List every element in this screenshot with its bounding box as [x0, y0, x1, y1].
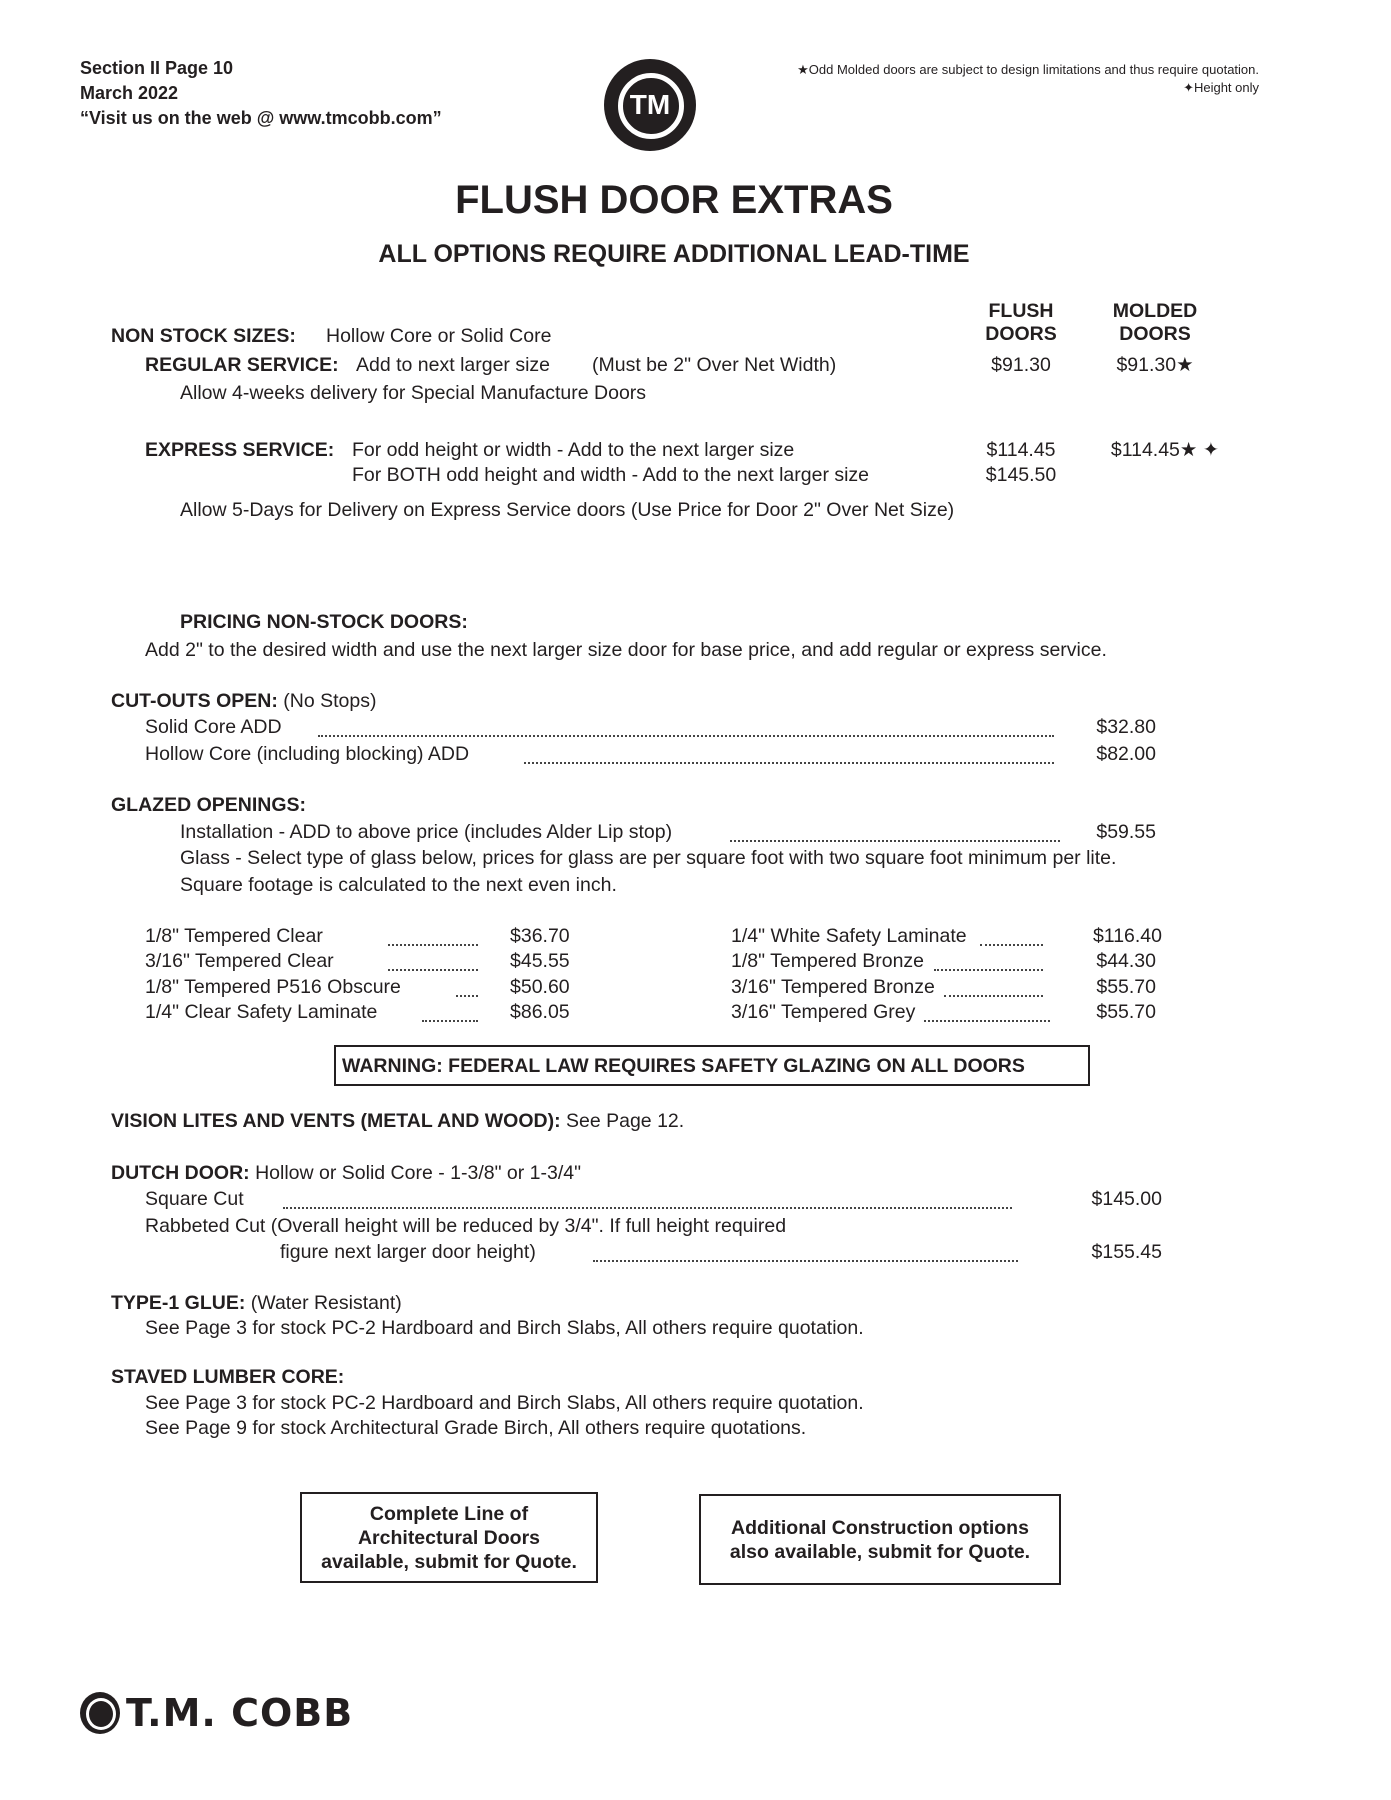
brand-name: T.M. COBB: [126, 1691, 354, 1735]
dutch-heading: DUTCH DOOR: Hollow or Solid Core - 1-3/8" or 1-3/4": [111, 1162, 582, 1184]
box-line: Additional Construction options: [731, 1516, 1029, 1539]
website-note: “Visit us on the web @ www.tmcobb.com”: [80, 108, 442, 128]
express-desc-1: For odd height or width - Add to the next larger size: [352, 439, 795, 461]
glazed-install: Installation - ADD to above price (includes Alder Lip stop): [180, 821, 673, 843]
dutch-rabbeted-1: Rabbeted Cut (Overall height will be reduced by 3/4". If full height required: [145, 1215, 787, 1237]
express-label: EXPRESS SERVICE:: [145, 439, 335, 461]
glass-name: 3/16" Tempered Bronze: [731, 976, 935, 998]
glass-price: $55.70: [1096, 1001, 1156, 1023]
glazed-install-price: $59.55: [1096, 821, 1156, 843]
vision-heading: VISION LITES AND VENTS (METAL AND WOOD): See Page 12.: [111, 1110, 685, 1132]
express-desc-2: For BOTH odd height and width - Add to the next larger size: [352, 464, 870, 486]
glue-desc: See Page 3 for stock PC-2 Hardboard and Birch Slabs, All others require quotation.: [145, 1317, 864, 1339]
regular-allow: Allow 4-weeks delivery for Special Manufacture Doors: [180, 382, 647, 404]
glass-name: 3/16" Tempered Grey: [731, 1001, 916, 1023]
cutout-solid-price: $32.80: [1096, 716, 1156, 738]
express-molded-price-1: $114.45★ ✦: [1110, 439, 1220, 461]
pricing-desc: Add 2" to the desired width and use the next larger size door for base price, and add regular or express service.: [145, 639, 1107, 661]
square-note: Square footage is calculated to the next even inch.: [180, 874, 617, 896]
dutch-rabbeted-price: $155.45: [1091, 1241, 1162, 1263]
dot-leader: [422, 1020, 478, 1022]
box-line: available, submit for Quote.: [321, 1550, 577, 1573]
non-stock-label: NON STOCK SIZES:: [111, 325, 296, 347]
page-subtitle: ALL OPTIONS REQUIRE ADDITIONAL LEAD-TIME: [378, 240, 970, 268]
box-line: Complete Line of: [369, 1502, 529, 1525]
cutout-solid-name: Solid Core ADD: [145, 716, 282, 738]
express-flush-price-1: $114.45: [986, 439, 1056, 461]
dot-leader: [593, 1260, 1018, 1262]
box-line: also available, submit for Quote.: [729, 1540, 1031, 1563]
glass-price: $50.60: [510, 976, 570, 998]
regular-molded-price: $91.30★: [1116, 354, 1194, 376]
express-flush-price-2: $145.50: [985, 464, 1057, 486]
dot-leader: [283, 1207, 1012, 1209]
date: March 2022: [80, 83, 179, 103]
glass-name: 1/4" White Safety Laminate: [731, 925, 967, 947]
dot-leader: [924, 1020, 1050, 1022]
glazed-label: GLAZED OPENINGS:: [111, 794, 307, 816]
dot-leader: [934, 969, 1043, 971]
section-page: Section II Page 10: [80, 58, 234, 78]
tmcobb-logo-icon: [80, 1692, 120, 1734]
tmcobb-logo: TM: [604, 59, 696, 151]
dot-leader: [456, 995, 478, 997]
glass-price: $44.30: [1096, 950, 1156, 972]
cutout-hollow-price: $82.00: [1096, 743, 1156, 765]
regular-flush-price: $91.30: [991, 354, 1051, 376]
dot-leader: [944, 995, 1043, 997]
express-allow: Allow 5-Days for Delivery on Express Service doors (Use Price for Door 2" Over Net Size): [180, 499, 955, 521]
glass-note: Glass - Select type of glass below, prices for glass are per square foot with two square foot minimum per lite.: [180, 847, 1117, 869]
pricing-label: PRICING NON-STOCK DOORS:: [180, 611, 468, 633]
dot-leader: [388, 969, 478, 971]
page-title: FLUSH DOOR EXTRAS: [455, 178, 893, 222]
glass-price: $36.70: [510, 925, 570, 947]
glass-price: $45.55: [510, 950, 570, 972]
glass-price: $116.40: [1092, 925, 1162, 947]
staved-line-1: See Page 3 for stock PC-2 Hardboard and Birch Slabs, All others require quotation.: [145, 1392, 864, 1414]
safety-warning-box: WARNING: FEDERAL LAW REQUIRES SAFETY GLAZING ON ALL DOORS: [334, 1045, 1090, 1086]
non-stock-desc: Hollow Core or Solid Core: [326, 325, 552, 347]
col-flush-2: DOORS: [985, 323, 1057, 345]
cutout-hollow-name: Hollow Core (including blocking) ADD: [145, 743, 470, 765]
architectural-doors-box: [300, 1492, 598, 1583]
cutouts-heading: CUT-OUTS OPEN: (No Stops): [111, 690, 377, 712]
note-odd-molded: ★Odd Molded doors are subject to design limitations and thus require quotation.: [797, 62, 1259, 77]
dutch-square-price: $145.00: [1091, 1188, 1162, 1210]
dot-leader: [524, 762, 1054, 764]
dot-leader: [730, 840, 1060, 842]
dot-leader: [388, 944, 478, 946]
footer-logo: [80, 1691, 353, 1735]
col-molded-2: DOORS: [1119, 323, 1191, 345]
regular-desc: Add to next larger size: [356, 354, 551, 376]
glass-price: $55.70: [1096, 976, 1156, 998]
glass-name: 1/8" Tempered Clear: [145, 925, 323, 947]
dot-leader: [318, 735, 1054, 737]
box-line: Architectural Doors: [357, 1526, 541, 1549]
glue-heading: TYPE-1 GLUE: (Water Resistant): [111, 1292, 402, 1314]
col-flush-1: FLUSH: [988, 300, 1054, 322]
glass-name: 1/8" Tempered Bronze: [731, 950, 925, 972]
regular-label: REGULAR SERVICE:: [145, 354, 339, 376]
dutch-rabbeted-2: figure next larger door height): [280, 1241, 536, 1263]
staved-line-2: See Page 9 for stock Architectural Grade Birch, All others require quotations.: [145, 1417, 807, 1439]
staved-label: STAVED LUMBER CORE:: [111, 1366, 345, 1388]
dot-leader: [980, 944, 1043, 946]
construction-options-box: [699, 1494, 1061, 1585]
note-height-only: ✦Height only: [1183, 80, 1259, 95]
glass-name: 1/8" Tempered P516 Obscure: [145, 976, 401, 998]
dutch-square-cut: Square Cut: [145, 1188, 244, 1210]
col-molded-1: MOLDED: [1112, 300, 1198, 322]
glass-name: 3/16" Tempered Clear: [145, 950, 334, 972]
regular-note: (Must be 2" Over Net Width): [592, 354, 837, 376]
glass-price: $86.05: [510, 1001, 570, 1023]
glass-name: 1/4" Clear Safety Laminate: [145, 1001, 378, 1023]
